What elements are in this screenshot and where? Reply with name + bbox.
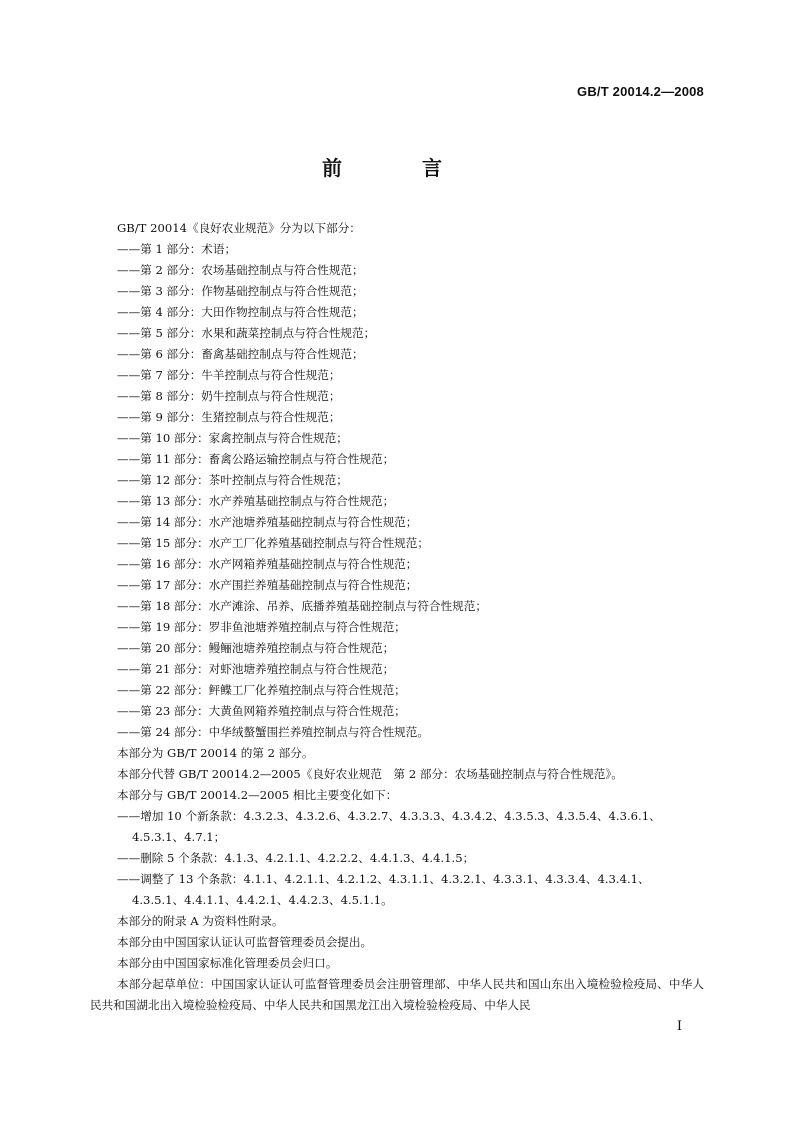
list-item: ——第 19 部分：罗非鱼池塘养殖控制点与符合性规范； (117, 620, 406, 634)
statement-replace: 本部分代替 GB/T 20014.2—2005《良好农业规范 第 2 部分：农场基础控制点与符合性规范》。 (117, 767, 623, 781)
list-item: ——增加 10 个新条款：4.3.2.3、4.3.2.6、4.3.2.7、4.3.3.3、4.3.4.2、4.3.5.3、4.3.5.4、4.3.6.1、 (117, 809, 661, 823)
appendix-note: 本部分的附录 A 为资料性附录。 (117, 914, 284, 928)
list-item-continuation: 4.3.5.1、4.4.1.1、4.4.2.1、4.4.2.3、4.5.1.1。 (132, 893, 393, 907)
proposed-by: 本部分由中国国家认证认可监督管理委员会提出。 (117, 935, 373, 949)
page-title: 前 言 (322, 156, 472, 180)
managed-by: 本部分由中国国家标准化管理委员会归口。 (117, 956, 338, 970)
list-item: ——第 22 部分：鲆鲽工厂化养殖控制点与符合性规范； (117, 683, 406, 697)
standard-code: GB/T 20014.2—2008 (577, 84, 704, 99)
statement-changes: 本部分与 GB/T 20014.2—2005 相比主要变化如下： (117, 788, 398, 802)
list-item: ——第 2 部分：农场基础控制点与符合性规范； (117, 263, 364, 277)
list-item: ——第 20 部分：鳗鲡池塘养殖控制点与符合性规范； (117, 641, 395, 655)
list-item: ——第 1 部分：术语； (117, 242, 237, 256)
list-item: ——第 24 部分：中华绒螯蟹围拦养殖控制点与符合性规范。 (117, 725, 429, 739)
list-item: ——第 10 部分：家禽控制点与符合性规范； (117, 431, 348, 445)
list-item: ——删除 5 个条款：4.1.3、4.2.1.1、4.2.2.2、4.4.1.3、4.4.1.5； (117, 851, 475, 865)
list-item: ——第 21 部分：对虾池塘养殖控制点与符合性规范； (117, 662, 395, 676)
list-item: ——第 17 部分：水产围拦养殖基础控制点与符合性规范； (117, 578, 418, 592)
list-item: ——第 23 部分：大黄鱼网箱养殖控制点与符合性规范； (117, 704, 406, 718)
list-item: ——第 7 部分：牛羊控制点与符合性规范； (117, 368, 341, 382)
document-body (90, 218, 704, 1016)
changes-list (90, 806, 704, 911)
list-item: ——第 11 部分：畜禽公路运输控制点与符合性规范； (117, 452, 395, 466)
parts-list (90, 239, 704, 743)
list-item: ——第 14 部分：水产池塘养殖基础控制点与符合性规范； (117, 515, 418, 529)
list-item: ——第 12 部分：茶叶控制点与符合性规范； (117, 473, 348, 487)
list-item: ——第 3 部分：作物基础控制点与符合性规范； (117, 284, 364, 298)
list-item: ——第 13 部分：水产养殖基础控制点与符合性规范； (117, 494, 395, 508)
list-item: ——第 5 部分：水果和蔬菜控制点与符合性规范； (117, 326, 376, 340)
statement-part: 本部分为 GB/T 20014 的第 2 部分。 (117, 746, 314, 760)
list-item: ——第 4 部分：大田作物控制点与符合性规范； (117, 305, 364, 319)
list-item: ——第 6 部分：畜禽基础控制点与符合性规范； (117, 347, 364, 361)
page-number: I (676, 1019, 682, 1034)
list-item: ——第 16 部分：水产网箱养殖基础控制点与符合性规范； (117, 557, 418, 571)
list-item: ——第 8 部分：奶牛控制点与符合性规范； (117, 389, 341, 403)
list-item: ——第 18 部分：水产滩涂、吊养、底播养殖基础控制点与符合性规范； (117, 599, 487, 613)
list-item-continuation: 4.5.3.1、4.7.1； (132, 830, 226, 844)
list-item: ——第 9 部分：生猪控制点与符合性规范； (117, 410, 341, 424)
list-item: ——调整了 13 个条款：4.1.1、4.2.1.1、4.2.1.2、4.3.1.1、4.3.2.1、4.3.3.1、4.3.3.4、4.3.4.1、 (117, 872, 650, 886)
drafting-units: 本部分起草单位：中国国家认证认可监督管理委员会注册管理部、中华人民共和国山东出入境检验检疫局、中华人民共和国湖北出入境检验检疫局、中华人民共和国黑龙江出入境检验检疫局、中华人民 (90, 977, 704, 1012)
intro-line: GB/T 20014《良好农业规范》分为以下部分： (117, 221, 361, 235)
list-item: ——第 15 部分：水产工厂化养殖基础控制点与符合性规范； (117, 536, 429, 550)
